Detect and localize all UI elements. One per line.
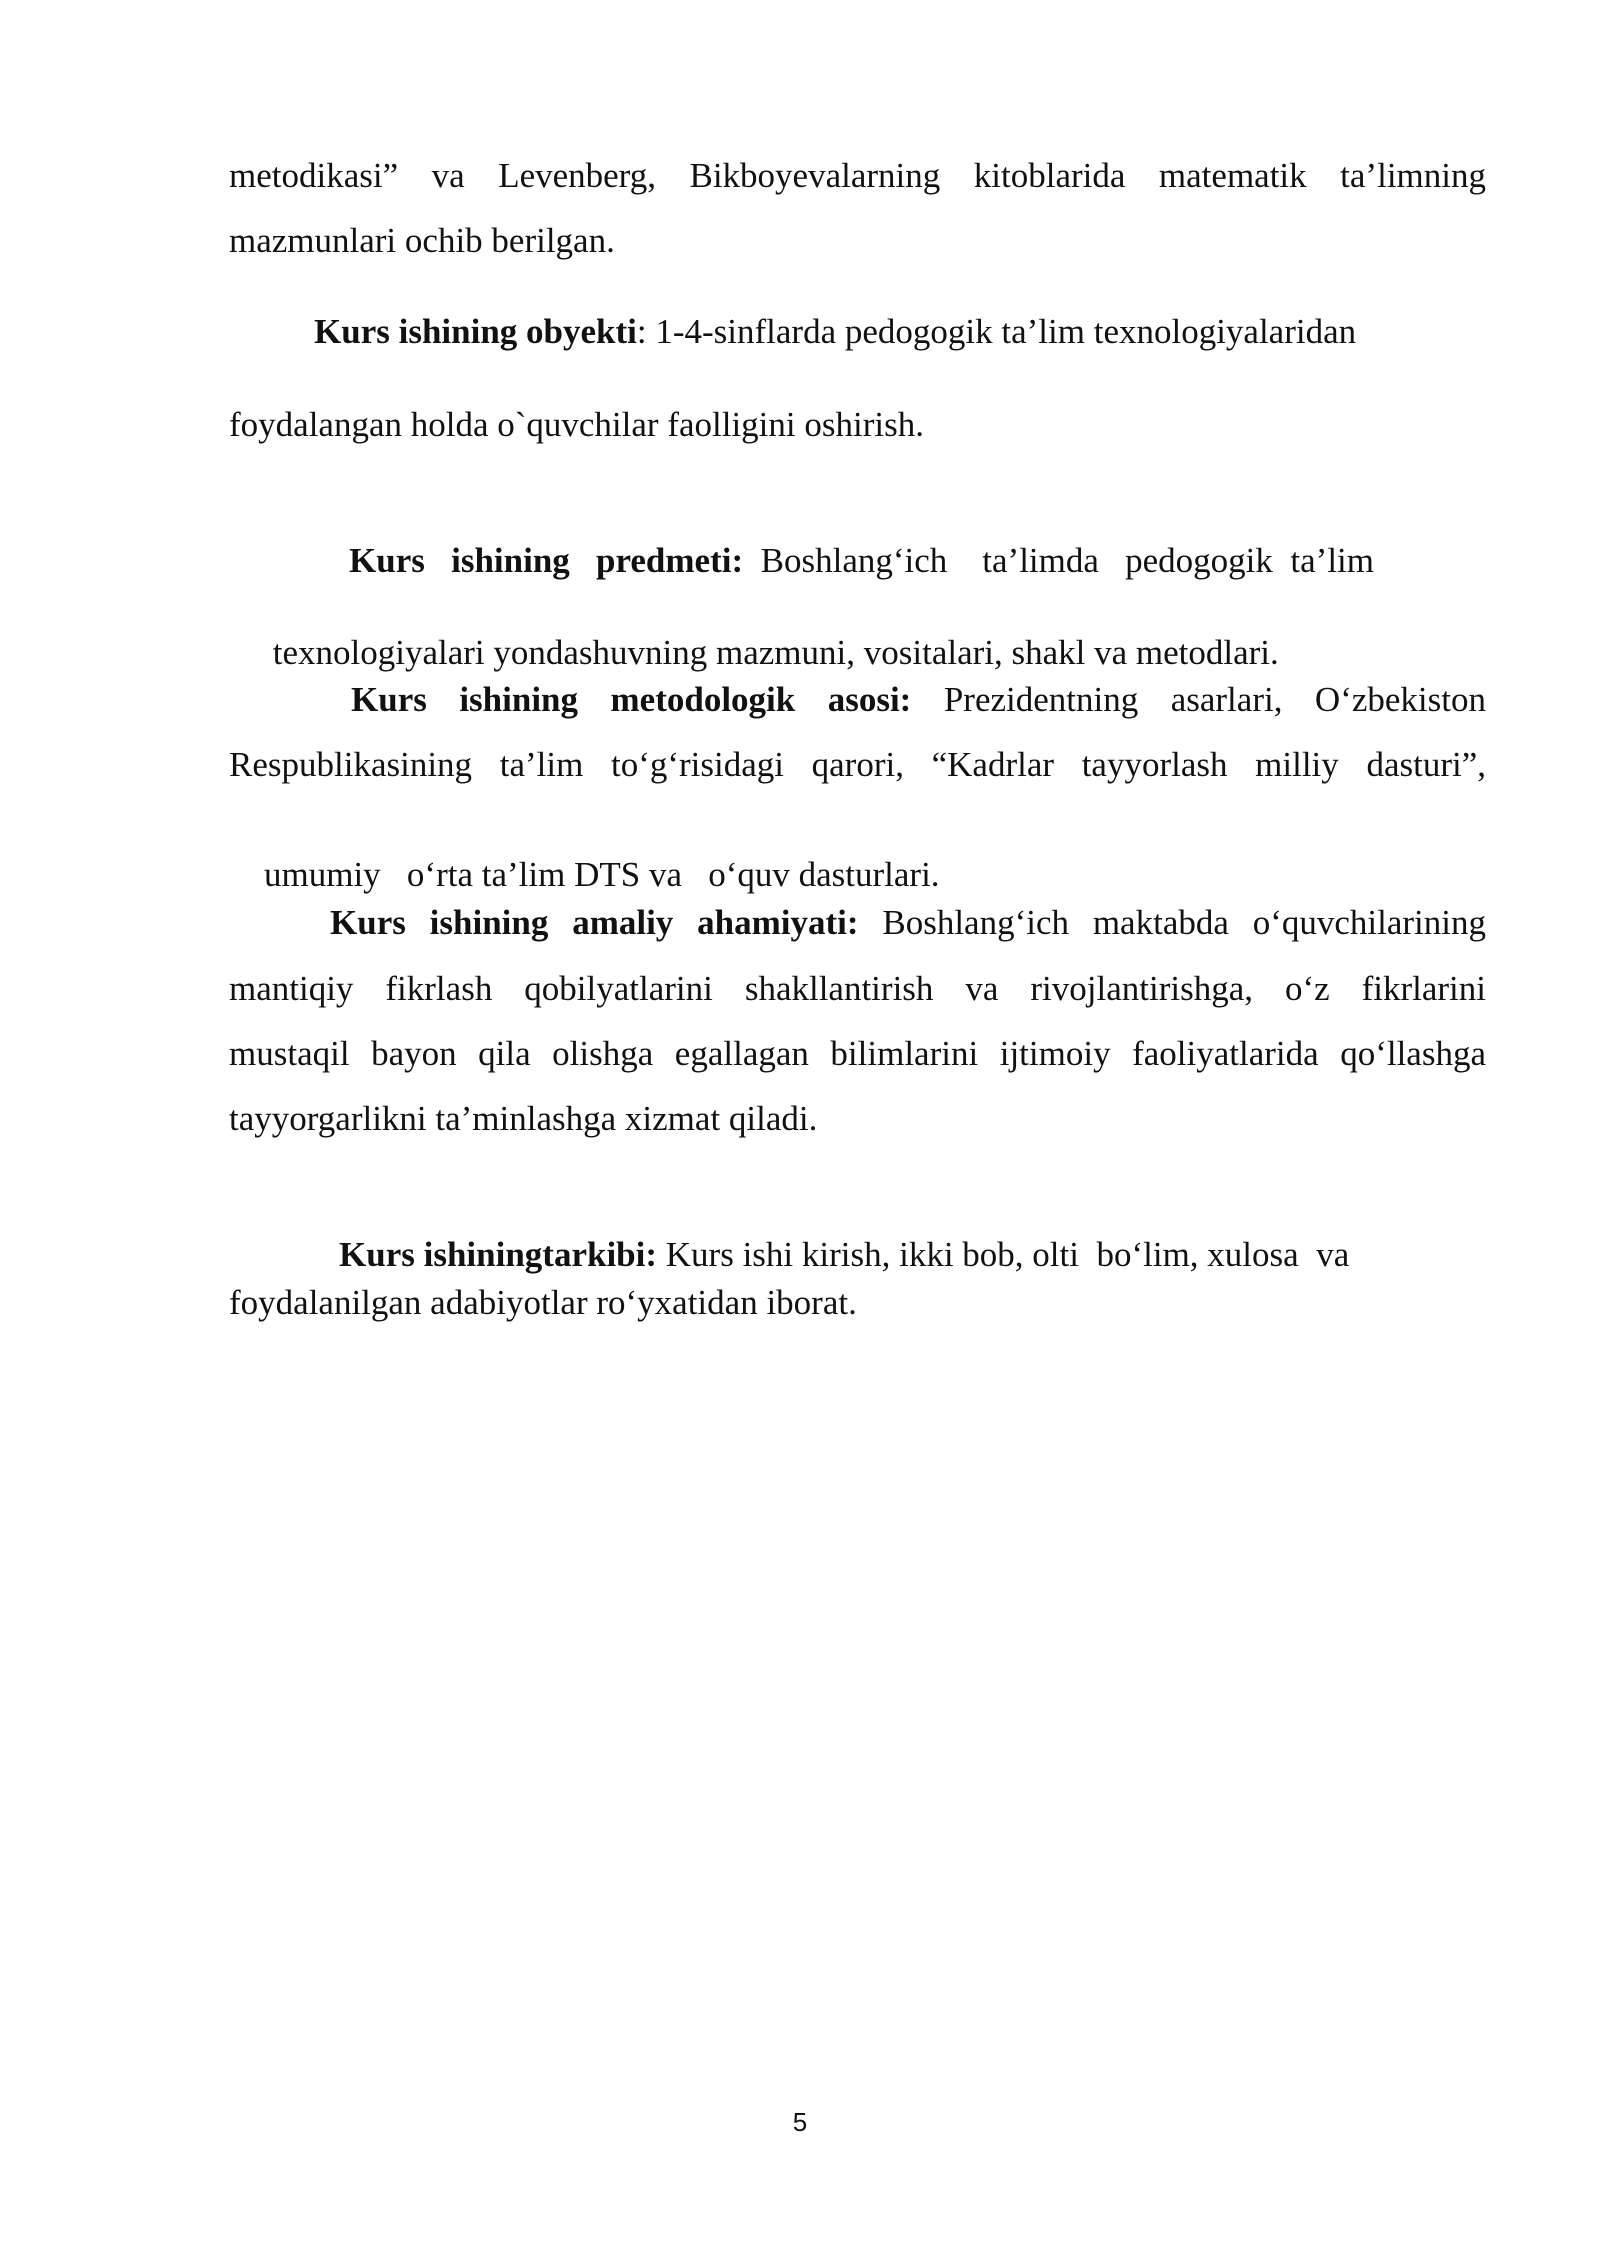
line-text: umumiy o‘rta ta’lim DTS va o‘quv dasturlari.: [264, 855, 940, 894]
line-text: Prezidentning asarlari, O‘zbekiston: [911, 680, 1486, 719]
line-text: Kurs ishi kirish, ikki bob, olti bo‘lim, xulosa va: [657, 1235, 1350, 1274]
paragraph-5-line-4: [229, 1097, 817, 1141]
paragraph-2-line-2: [229, 403, 924, 447]
paragraph-5-line-3: [229, 1032, 1486, 1076]
paragraph-3-heading: Kurs ishining predmeti:: [349, 541, 744, 580]
line-text: Boshlang‘ich maktabda o‘quvchilarining: [858, 903, 1486, 942]
line-text: mustaqil bayon qila olishga egallagan bilimlarini ijtimoiy faoliyatlarida qo‘llashga: [229, 1034, 1486, 1073]
paragraph-4-line-2: [229, 743, 1486, 787]
paragraph-6-line-2: [229, 1281, 857, 1325]
paragraph-4-line-1: [351, 678, 1486, 722]
paragraph-2-heading: Kurs ishining obyekti: [314, 312, 637, 351]
paragraph-1-line-2: [229, 219, 615, 263]
line-text: texnologiyalari yondashuvning mazmuni, vositalari, shakl va metodlari.: [264, 633, 1279, 672]
line-text: : 1-4-sinflarda pedogogik ta’lim texnologiyalaridan: [636, 312, 1357, 351]
paragraph-5-heading: Kurs ishining amaliy ahamiyati:: [330, 903, 859, 942]
line-text: mazmunlari ochib berilgan.: [229, 221, 615, 260]
line-text: Respublikasining ta’lim to‘g‘risidagi qarori, “Kadrlar tayyorlash milliy dasturi”,: [229, 745, 1486, 784]
line-text: foydalangan holda o`quvchilar faolligini oshirish.: [229, 405, 924, 444]
paragraph-4-heading: Kurs ishining metodologik asosi:: [351, 680, 912, 719]
line-text: tayyorgarlikni ta’minlashga xizmat qiladi.: [229, 1099, 818, 1138]
page-number: 5: [792, 2107, 808, 2137]
line-text: mantiqiy fikrlash qobilyatlarini shakllantirish va rivojlantirishga, o‘z fikrlarini: [229, 969, 1486, 1008]
paragraph-5-line-1: [330, 901, 1486, 945]
paragraph-5-line-2: [229, 967, 1486, 1011]
paragraph-6-heading: Kurs ishiningtarkibi:: [339, 1235, 658, 1274]
paragraph-2-line-1: [314, 310, 1356, 354]
line-text: metodikasi” va Levenberg, Bikboyevalarning kitoblarida matematik ta’limning: [229, 156, 1486, 195]
paragraph-1-line-1: [229, 154, 1486, 198]
line-text: foydalanilgan adabiyotlar ro‘yxatidan iborat.: [229, 1283, 857, 1322]
line-text: Boshlang‘ich ta’limda pedogogik ta’lim: [743, 541, 1374, 580]
